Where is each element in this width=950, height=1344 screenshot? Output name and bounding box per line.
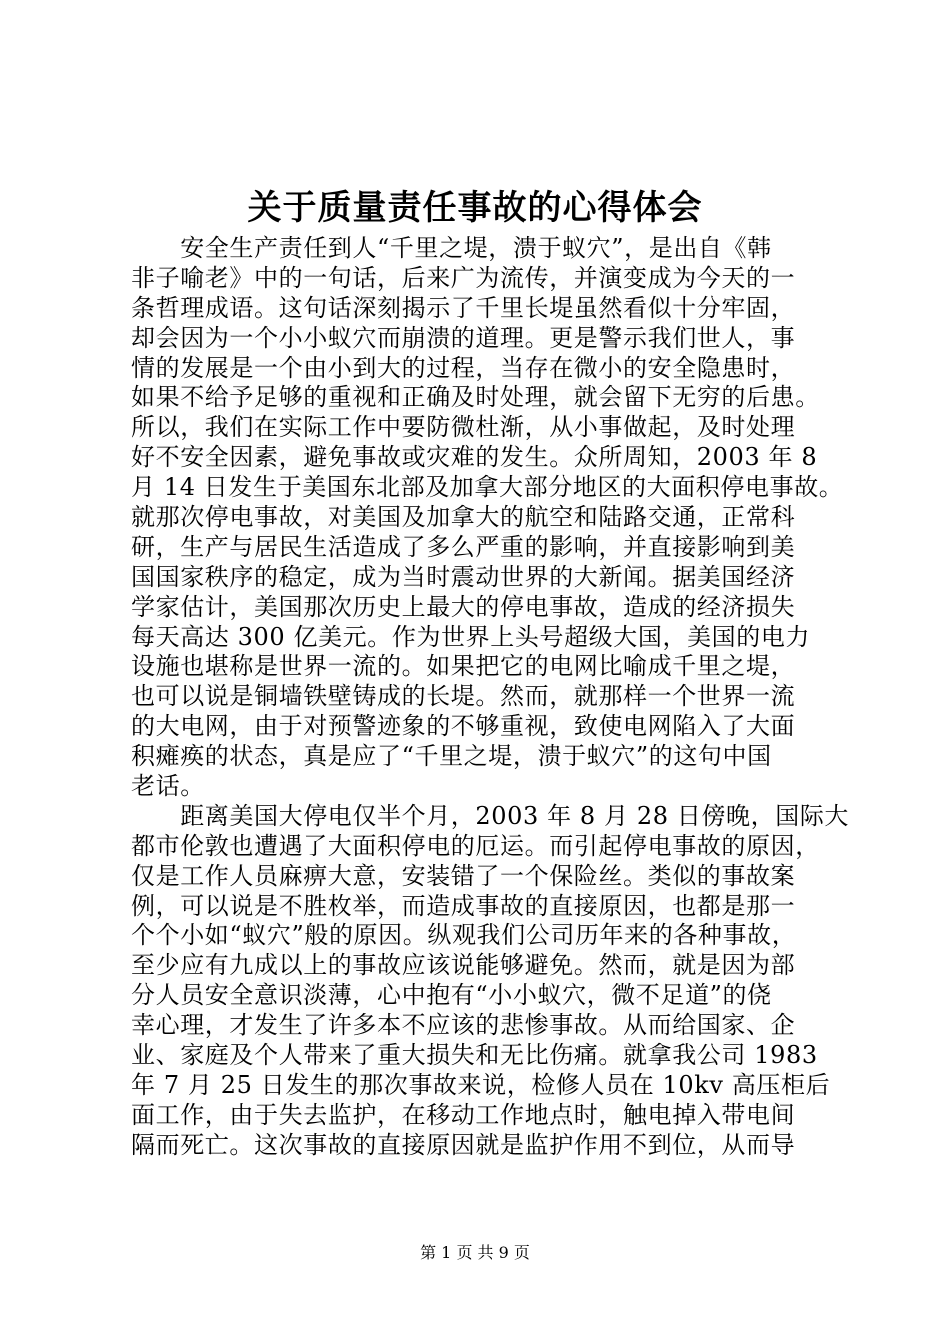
body-line: 老话。 bbox=[131, 772, 205, 801]
body-line: 月 14 日发生于美国东北部及加拿大部分地区的大面积停电事故。 bbox=[131, 473, 844, 502]
body-line: 如果不给予足够的重视和正确及时处理，就会留下无穷的后患。 bbox=[131, 383, 820, 412]
body-line: 学家估计，美国那次历史上最大的停电事故，造成的经济损失 bbox=[131, 592, 796, 621]
body-line: 距离美国大停电仅半个月，2003 年 8 月 28 日傍晚，国际大 bbox=[131, 801, 850, 830]
body-line: 国国家秩序的稳定，成为当时震动世界的大新闻。据美国经济 bbox=[131, 562, 796, 591]
body-line: 的大电网，由于对预警迹象的不够重视，致使电网陷入了大面 bbox=[131, 712, 796, 741]
body-line: 分人员安全意识淡薄，心中抱有“小小蚁穴，微不足道”的侥 bbox=[131, 981, 772, 1010]
body-line: 安全生产责任到人“千里之堤，溃于蚁穴”，是出自《韩 bbox=[131, 234, 772, 262]
body-line: 幸心理，才发生了许多本不应该的悲惨事故。从而给国家、企 bbox=[131, 1011, 796, 1040]
body-line: 都市伦敦也遭遇了大面积停电的厄运。而引起停电事故的原因， bbox=[131, 831, 820, 860]
body-line: 就那次停电事故，对美国及加拿大的航空和陆路交通，正常科 bbox=[131, 503, 796, 532]
document-body bbox=[131, 234, 850, 1161]
body-line: 所以，我们在实际工作中要防微杜渐，从小事做起，及时处理 bbox=[131, 413, 796, 442]
body-line: 积瘫痪的状态，真是应了“千里之堤，溃于蚁穴”的这句中国 bbox=[131, 742, 772, 771]
document-title: 关于质量责任事故的心得体会 bbox=[247, 188, 703, 228]
body-line: 好不安全因素，避免事故或灾难的发生。众所周知，2003 年 8 bbox=[131, 443, 818, 472]
body-line: 业、家庭及个人带来了重大损失和无比伤痛。就拿我公司 1983 bbox=[131, 1041, 818, 1070]
body-line: 面工作，由于失去监护，在移动工作地点时，触电掉入带电间 bbox=[131, 1100, 796, 1129]
body-line: 例，可以说是不胜枚举，而造成事故的直接原因，也都是那一 bbox=[131, 891, 796, 920]
body-line: 仅是工作人员麻痹大意，安装错了一个保险丝。类似的事故案 bbox=[131, 861, 796, 890]
body-line: 条哲理成语。这句话深刻揭示了千里长堤虽然看似十分牢固， bbox=[131, 293, 796, 322]
page-number-footer: 第 1 页 共 9 页 bbox=[420, 1243, 530, 1262]
body-line: 非子喻老》中的一句话，后来广为流传，并演变成为今天的一 bbox=[131, 263, 796, 292]
body-line: 研，生产与居民生活造成了多么严重的影响，并直接影响到美 bbox=[131, 532, 796, 561]
body-line: 设施也堪称是世界一流的。如果把它的电网比喻成千里之堤， bbox=[131, 652, 796, 681]
body-line: 每天高达 300 亿美元。作为世界上头号超级大国，美国的电力 bbox=[131, 622, 811, 651]
body-line: 情的发展是一个由小到大的过程，当存在微小的安全隐患时， bbox=[131, 353, 796, 382]
body-line: 至少应有九成以上的事故应该说能够避免。然而，就是因为部 bbox=[131, 951, 796, 980]
body-line: 年 7 月 25 日发生的那次事故来说，检修人员在 10kv 高压柜后 bbox=[131, 1070, 831, 1099]
body-line: 个个小如“蚁穴”般的原因。纵观我们公司历年来的各种事故， bbox=[131, 921, 797, 950]
body-line: 也可以说是铜墙铁壁铸成的长堤。然而，就那样一个世界一流 bbox=[131, 682, 796, 711]
body-line: 却会因为一个小小蚁穴而崩溃的道理。更是警示我们世人，事 bbox=[131, 323, 796, 352]
body-line: 隔而死亡。这次事故的直接原因就是监护作用不到位，从而导 bbox=[131, 1130, 796, 1159]
